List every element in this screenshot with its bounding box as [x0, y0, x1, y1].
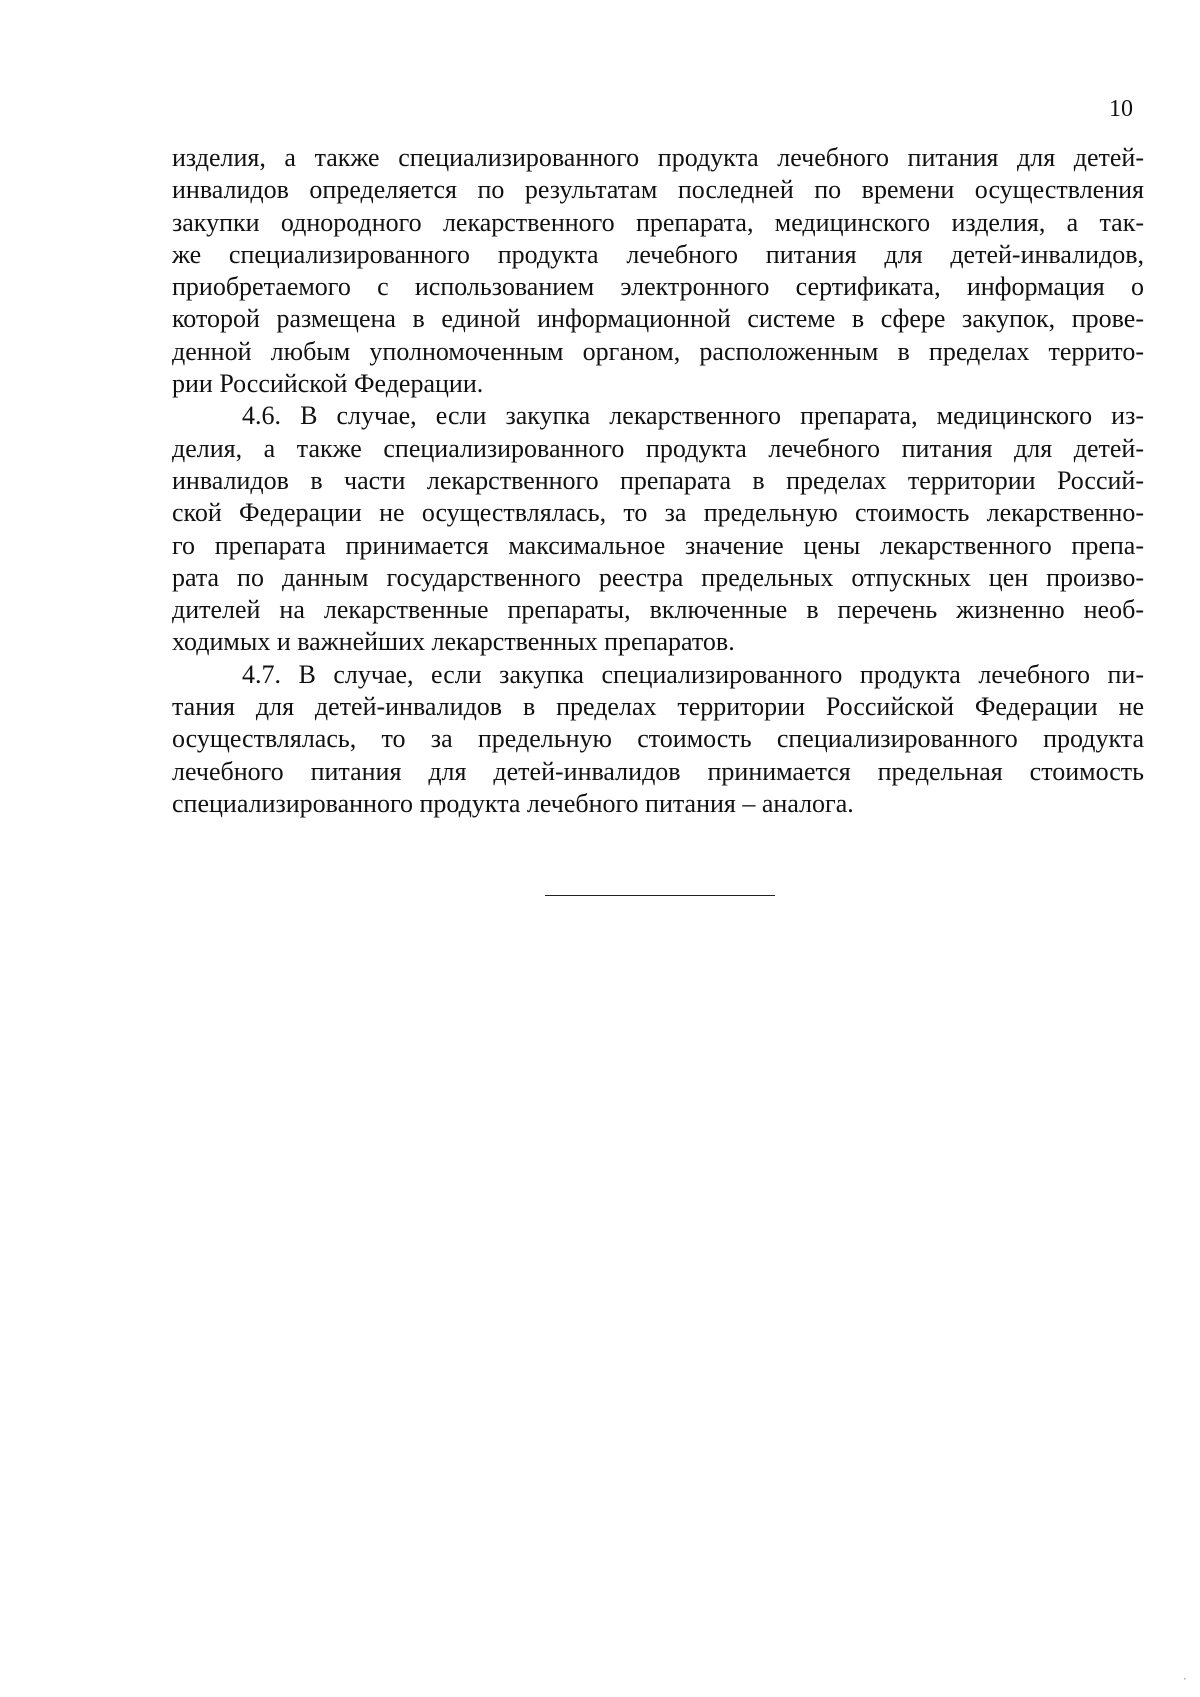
- text-line: ской Федерации не осуществлялась, то за предельную стоимость лекарственно-: [172, 498, 1144, 528]
- text-line: специализированного продукта лечебного питания – аналога.: [172, 788, 854, 818]
- text-line: лечебного питания для детей-инвалидов принимается предельная стоимость: [172, 756, 1144, 786]
- text-line: 4.6. В случае, если закупка лекарственного препарата, медицинского из-: [242, 401, 1144, 431]
- text-line: осуществлялась, то за предельную стоимость специализированного продукта: [172, 724, 1144, 754]
- paragraph-4-6: [172, 400, 1144, 658]
- text-line: которой размещена в единой информационной системе в сфере закупок, прове-: [172, 304, 1144, 334]
- text-line: тания для детей-инвалидов в пределах территории Российской Федерации не: [172, 692, 1144, 722]
- text-line: денной любым уполномоченным органом, расположенным в пределах террито-: [172, 336, 1144, 366]
- end-of-document-rule: [545, 895, 775, 896]
- text-line: изделия, а также специализированного продукта лечебного питания для детей-: [172, 143, 1144, 172]
- text-line: ходимых и важнейших лекарственных препаратов.: [172, 627, 735, 657]
- text-line: делия, а также специализированного продукта лечебного питания для детей-: [172, 433, 1144, 463]
- text-line: рата по данным государственного реестра предельных отпускных цен произво-: [172, 562, 1144, 592]
- paragraph-4-7: [172, 659, 1144, 820]
- text-line: инвалидов в части лекарственного препарата в пределах территории Россий-: [172, 465, 1144, 495]
- text-line: дителей на лекарственные препараты, включенные в перечень жизненно необ-: [172, 595, 1144, 625]
- text-line: же специализированного продукта лечебного питания для детей-инвалидов,: [172, 239, 1144, 269]
- paragraph-continuation: [172, 142, 1144, 400]
- text-line: го препарата принимается максимальное значение цены лекарственного препа-: [172, 530, 1144, 560]
- text-line: 4.7. В случае, если закупка специализированного продукта лечебного пи-: [242, 659, 1144, 689]
- text-line: приобретаемого с использованием электронного сертификата, информация о: [172, 272, 1144, 302]
- text-line: инвалидов определяется по результатам последней по времени осуществления: [172, 175, 1144, 205]
- page-number: 10: [1109, 96, 1133, 122]
- scan-mark: ·: [1183, 1672, 1187, 1686]
- document-body: [172, 142, 1144, 820]
- text-line: закупки однородного лекарственного препарата, медицинского изделия, а так-: [172, 207, 1144, 237]
- text-line: рии Российской Федерации.: [172, 369, 484, 399]
